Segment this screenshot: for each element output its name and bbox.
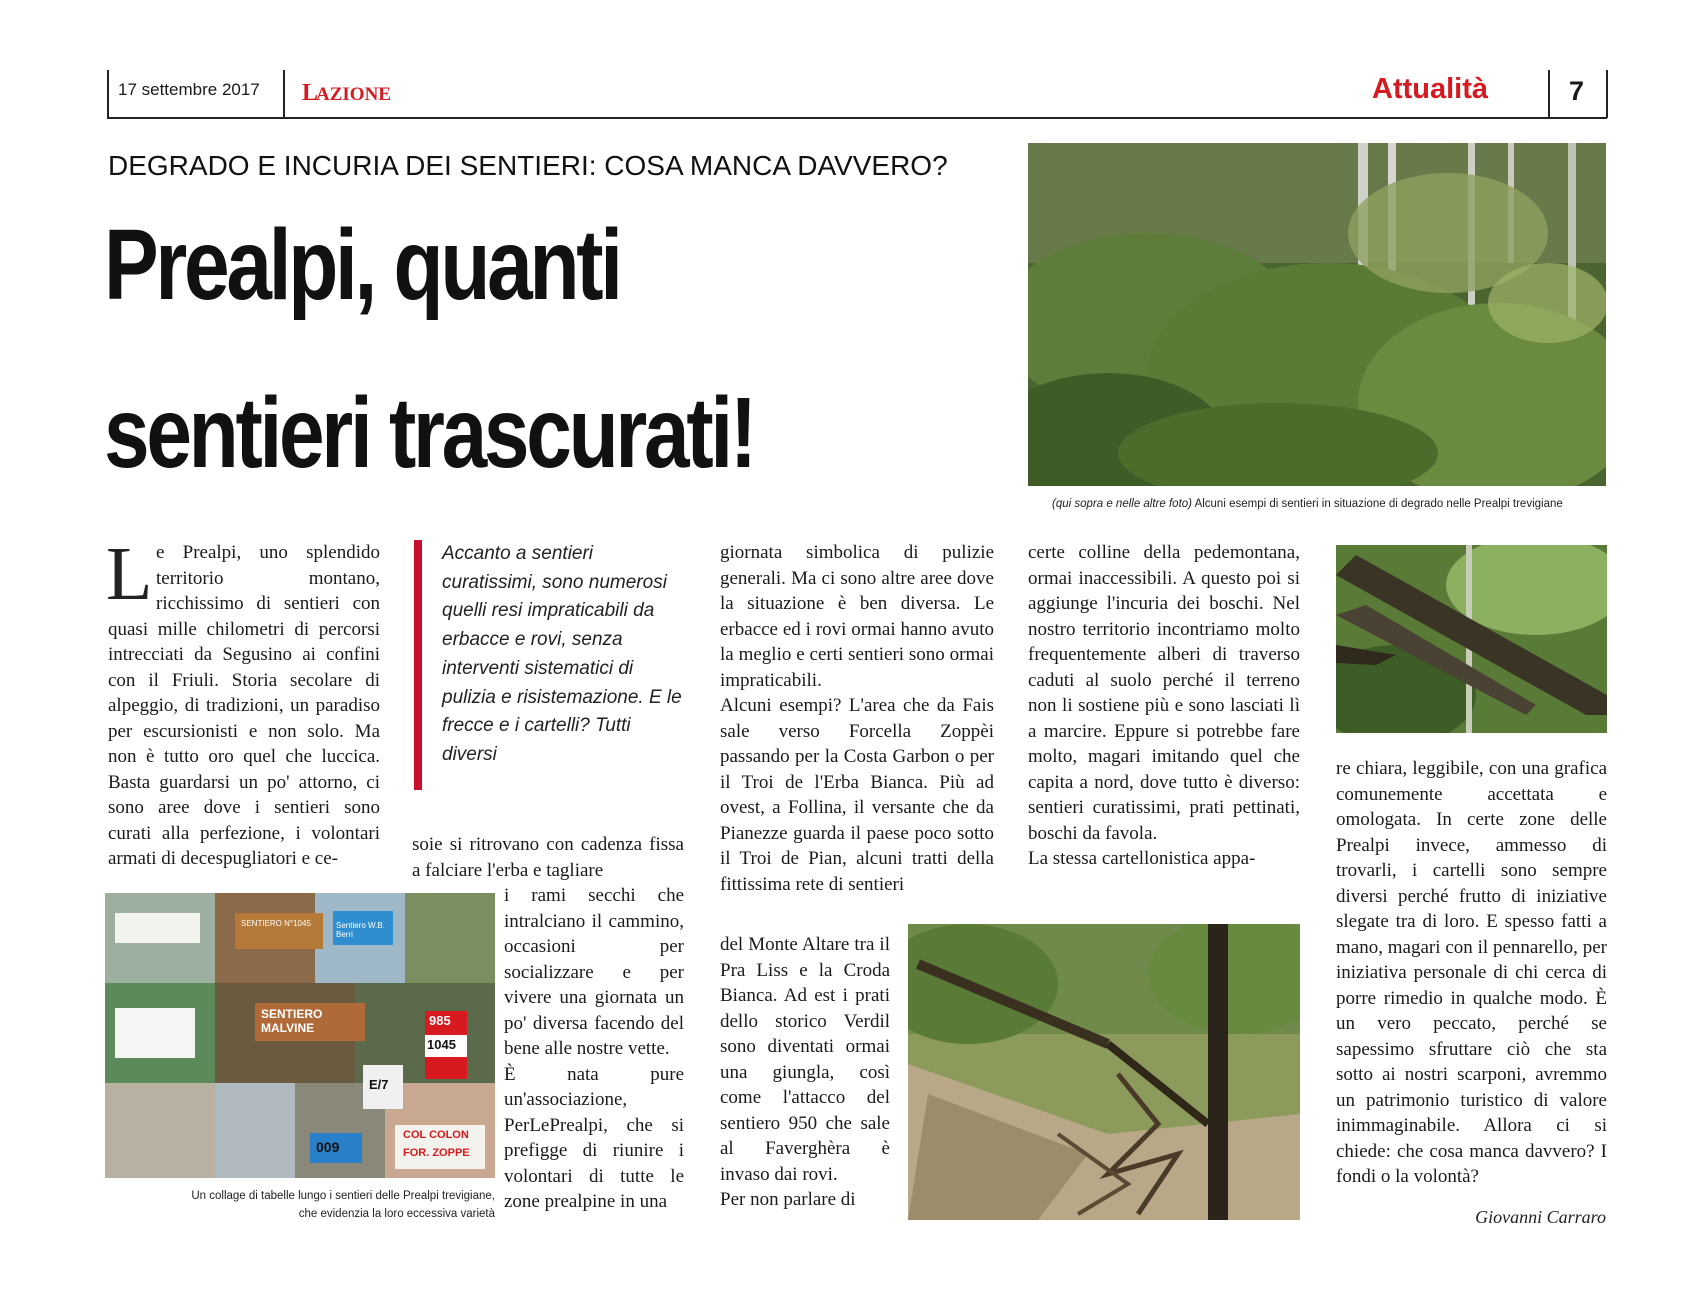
column-3-paragraph-d: Per non parlare di	[720, 1189, 856, 1210]
column-5-text: re chiara, leggibile, con una grafica comunemente accettata e omologata. In certe zone delle Prealpi invece, ammesso di trovarli, i cartelli sono sempre diversi perché frutto di iniziative slegate tra di loro. E spesso fatti a mano, magari con il pennarello, per iniziativa personale di chi cerca di porre rimedio in qualche modo. È un vero peccato, perché se sapessimo sfruttare ciò che sta sotto ai nostri scarponi, avremmo un patrimonio turistico di valore inimmaginabile. Allora ci si chiede: che cosa manca davvero? I fondi o la volontà?	[1336, 758, 1607, 1187]
column-3-paragraph-c: del Monte Altare tra il Pra Liss e la Croda Bianca. Ad est i prati dello storico Verdil sono diventati ormai una giungla, così come l'attacco del sentiero 950 che sale al Faverghèra è invaso dai rovi.	[720, 934, 890, 1185]
column-3-text	[720, 540, 994, 897]
photo-fallen-trunk-forest	[1336, 545, 1607, 733]
pullquote: Accanto a sentieri curatissimi, sono numerosi quelli resi impraticabili da erbacce e rovi, senza interventi sistematici di pulizia e risistemazione. E le frecce e i cartelli? Tutti diversi	[442, 543, 682, 765]
collage-caption	[105, 1187, 495, 1223]
header-date-divider	[283, 70, 285, 118]
svg-text:AZIONE: AZIONE	[316, 84, 391, 105]
photo-fallen-tree-trail	[908, 924, 1300, 1220]
column-4-paragraph-b: La stessa cartellonistica appa-	[1028, 848, 1256, 869]
photo-overgrown-trail	[1028, 143, 1606, 486]
collage-sign-6: E/7	[369, 1077, 389, 1092]
drop-cap: L	[106, 532, 153, 616]
top-photo-caption-italic: (qui sopra e nelle altre foto)	[1052, 498, 1192, 510]
collage-sign-3: SENTIERO MALVINE	[261, 1007, 323, 1035]
column-4-text	[1028, 540, 1300, 872]
column-4-paragraph-a: certe colline della pedemontana, ormai inaccessibili. A questo poi si aggiunge l'incuria dei boschi. Nel nostro territorio incontriamo molto frequentemente alberi di traverso caduti al suolo perché il terreno non li sostiene più e sono lasciati lì a marcire. Eppure si potrebbe fare molto, magari imitando quel che capita a nord, dove tutto è diverso: sentieri curatissimi, prati pettinati, boschi da favola.	[1028, 542, 1300, 844]
column-1-lead: e Prealpi, uno splendido territorio montano, ricchissimo di sentieri con quasi mille chilometri di percorsi intrecciati da Segusino ai confini con il Friuli. Storia secolare di alpeggio, di tradizioni, un paradiso per escursionisti e non solo. Ma non è tutto oro quel che luccica. Basta guardarsi un po' attorno, ci sono aree dove i sentieri sono curati alla perfezione, i volontari armati di decespugliatori e ce-	[108, 542, 380, 869]
photo-sign-collage	[105, 893, 495, 1178]
collage-caption-line-2: che evidenzia la loro eccessiva varietà	[298, 1208, 495, 1220]
column-2-paragraph-b: È nata pure un'associazione, PerLePrealpi, che si prefigge di riunire i volontari di tutte le zone prealpine in una	[504, 1063, 684, 1212]
article-title-line-1: Prealpi, quanti	[104, 209, 620, 321]
collage-sign-2: Sentiero W.B. Berri	[336, 921, 385, 939]
newspaper-logo-mark	[300, 78, 420, 106]
collage-sign-5: 1045	[427, 1037, 456, 1052]
section-name: Attualità	[1372, 73, 1488, 105]
photo-overgrown-trail-scene	[1028, 143, 1606, 486]
page-number: 7	[1569, 76, 1585, 106]
article-kicker: DEGRADO E INCURIA DEI SENTIERI: COSA MANCA DAVVERO?	[108, 150, 948, 181]
collage-sign-8: COL COLON	[403, 1129, 469, 1141]
collage-caption-line-1: Un collage di tabelle lungo i sentieri delle Prealpi trevigiane,	[191, 1190, 495, 1202]
header-rule	[107, 117, 1607, 119]
header-right-tick	[1606, 70, 1608, 118]
article-title-line-2: sentieri trascurati!	[104, 377, 754, 489]
column-1-text	[108, 540, 380, 872]
author-byline: Giovanni Carraro	[1475, 1207, 1606, 1227]
collage-sign-9: FOR. ZOPPE	[403, 1147, 470, 1159]
column-3-paragraph-a: giornata simbolica di pulizie generali. Ma ci sono altre aree dove la situazione è ben diversa. Le erbacce ed i rovi ormai hanno avuto la meglio e certi sentieri sono ormai impraticabili.	[720, 542, 994, 691]
column-2-paragraph-a: i rami secchi che intralciano il cammino, occasioni per socializzare e per vivere una giornata un po' diversa facendo del bene alle nostre vette.	[504, 885, 684, 1059]
top-photo-caption-text: Alcuni esempi di sentieri in situazione di degrado nelle Prealpi trevigiane	[1194, 498, 1563, 510]
collage-sign-1: SENTIERO N°1045	[241, 919, 311, 928]
column-2-narrow-text	[504, 883, 684, 1215]
fallen-trunk-scene	[1336, 545, 1607, 733]
pullquote-bar	[414, 540, 422, 790]
top-photo-caption	[1052, 498, 1563, 510]
header-section-divider	[1548, 70, 1550, 118]
column-3-narrow-text	[720, 932, 890, 1213]
column-2-top-text: soie si ritrovano con cadenza fissa a falciare l'erba e tagliare	[412, 834, 684, 881]
newspaper-logo	[300, 78, 420, 111]
issue-date: 17 settembre 2017	[118, 80, 260, 99]
collage-sign-4: 985	[429, 1013, 451, 1028]
svg-text:L: L	[302, 80, 319, 106]
collage-sign-7: 009	[316, 1139, 340, 1155]
fallen-tree-scene	[908, 924, 1300, 1220]
column-3-paragraph-b: Alcuni esempi? L'area che da Fais sale verso Forcella Zoppèi passando per la Costa Garbon o per il Troi de l'Erba Bianca. Più ad ovest, a Follina, il versante che da Pianezze guarda il paese poco sotto il Troi de Pian, alcuni tratti della fittissima rete di sentieri	[720, 695, 994, 895]
header-left-tick	[107, 70, 109, 118]
